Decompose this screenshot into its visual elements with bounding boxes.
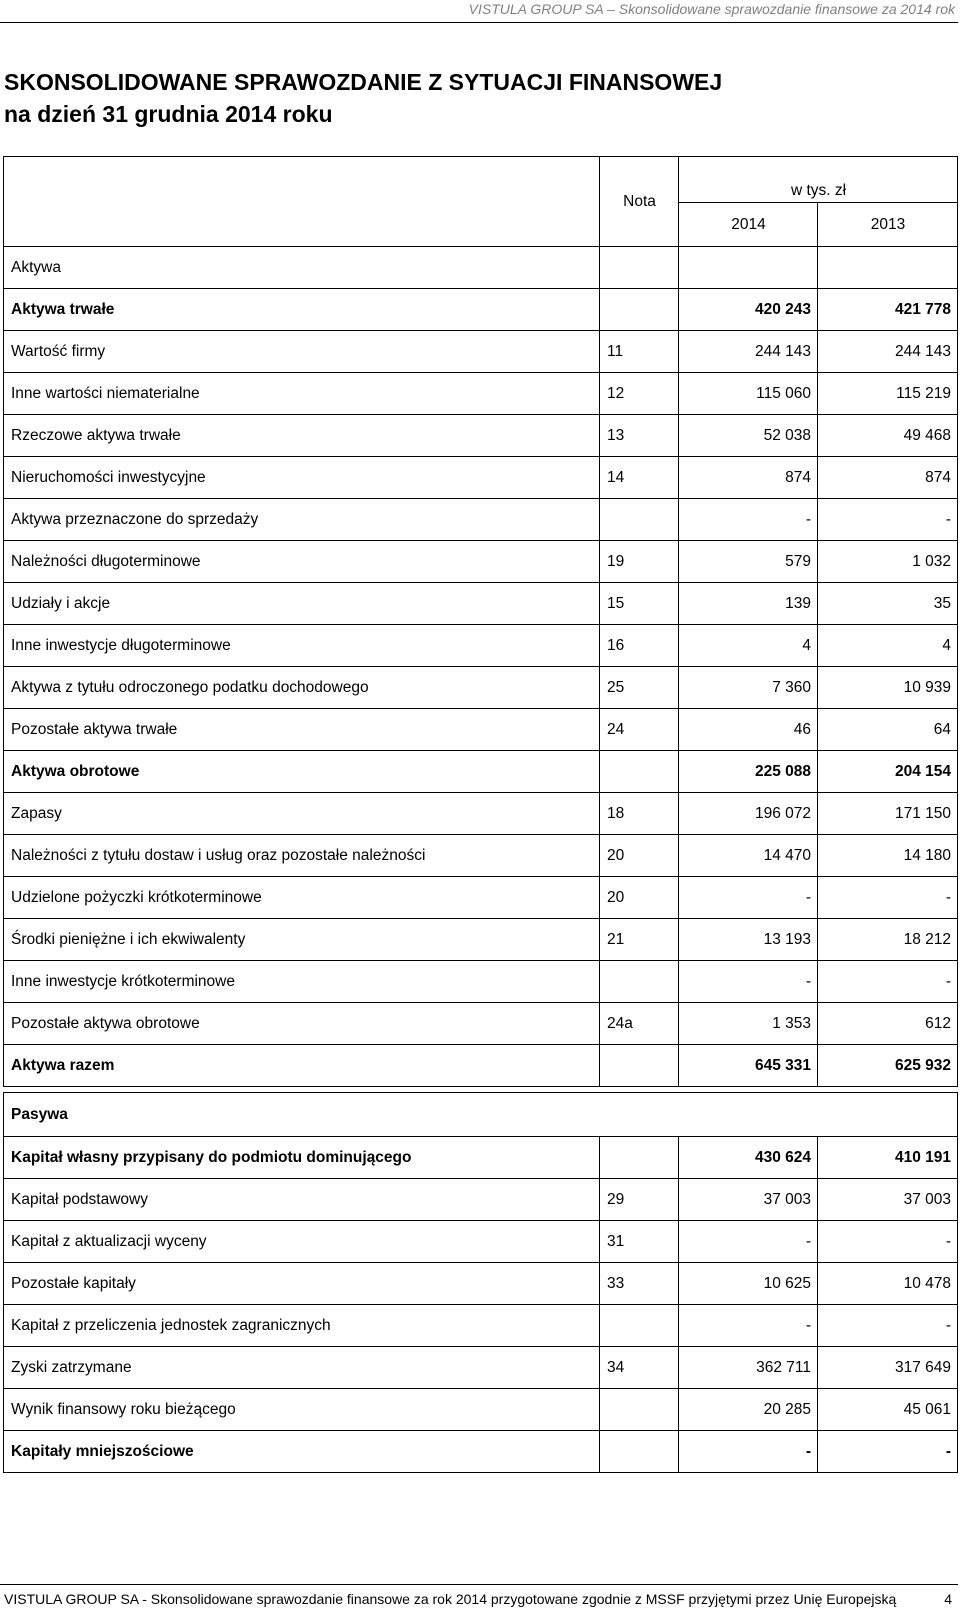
row-value-2014: - — [679, 1431, 818, 1473]
title-line-2: na dzień 31 grudnia 2014 roku — [4, 101, 333, 127]
header-nota: Nota — [600, 157, 679, 247]
row-value-2014: 244 143 — [679, 331, 818, 373]
row-value-2014: 20 285 — [679, 1389, 818, 1431]
table-row — [4, 1179, 958, 1221]
row-label: Inne inwestycje długoterminowe — [4, 625, 600, 667]
row-value-2014: - — [679, 1305, 818, 1347]
row-value-2014: 4 — [679, 625, 818, 667]
row-note — [600, 1389, 679, 1431]
row-value-2014: 362 711 — [679, 1347, 818, 1389]
table-row — [4, 835, 958, 877]
table-row — [4, 709, 958, 751]
row-note — [600, 247, 679, 289]
row-value-2014: 7 360 — [679, 667, 818, 709]
row-value-2014: 139 — [679, 583, 818, 625]
row-note: 20 — [600, 835, 679, 877]
page-number: 4 — [944, 1591, 952, 1607]
row-note: 19 — [600, 541, 679, 583]
row-note: 24a — [600, 1003, 679, 1045]
row-value-2013: - — [818, 1431, 958, 1473]
row-note — [600, 751, 679, 793]
row-value-2013: 4 — [818, 625, 958, 667]
table-row — [4, 751, 958, 793]
row-note: 18 — [600, 793, 679, 835]
row-value-2013: 10 478 — [818, 1263, 958, 1305]
table-row — [4, 919, 958, 961]
liabilities-section — [4, 1137, 958, 1473]
row-note: 13 — [600, 415, 679, 457]
row-label: Kapitał z aktualizacji wyceny — [4, 1221, 600, 1263]
row-value-2013: 14 180 — [818, 835, 958, 877]
title-line-1: SKONSOLIDOWANE SPRAWOZDANIE Z SYTUACJI FINANSOWEJ — [4, 69, 723, 95]
assets-section — [4, 247, 958, 1087]
table-row — [4, 793, 958, 835]
row-value-2013: 115 219 — [818, 373, 958, 415]
row-label: Zapasy — [4, 793, 600, 835]
row-label: Rzeczowe aktywa trwałe — [4, 415, 600, 457]
row-label: Aktywa trwałe — [4, 289, 600, 331]
row-value-2013: 35 — [818, 583, 958, 625]
row-value-2013: 18 212 — [818, 919, 958, 961]
row-label: Pozostałe kapitały — [4, 1263, 600, 1305]
pasywa-header-section — [4, 1093, 958, 1137]
row-value-2013: 171 150 — [818, 793, 958, 835]
row-value-2013: 421 778 — [818, 289, 958, 331]
row-label: Inne wartości niematerialne — [4, 373, 600, 415]
row-value-2013: 37 003 — [818, 1179, 958, 1221]
table-row — [4, 247, 958, 289]
row-note — [600, 289, 679, 331]
row-note: 20 — [600, 877, 679, 919]
row-label: Aktywa razem — [4, 1045, 600, 1087]
row-value-2014: 52 038 — [679, 415, 818, 457]
row-label: Wartość firmy — [4, 331, 600, 373]
row-value-2014: 874 — [679, 457, 818, 499]
row-note: 25 — [600, 667, 679, 709]
header-rule — [0, 22, 958, 23]
table-header — [4, 157, 958, 247]
row-value-2014: - — [679, 877, 818, 919]
row-label: Inne inwestycje krótkoterminowe — [4, 961, 600, 1003]
row-value-2013: 612 — [818, 1003, 958, 1045]
table-row — [4, 877, 958, 919]
row-label: Kapitały mniejszościowe — [4, 1431, 600, 1473]
table-row — [4, 1137, 958, 1179]
row-label: Udziały i akcje — [4, 583, 600, 625]
row-value-2013: - — [818, 877, 958, 919]
row-value-2014 — [679, 247, 818, 289]
row-label: Udzielone pożyczki krótkoterminowe — [4, 877, 600, 919]
table-row — [4, 1389, 958, 1431]
row-note: 29 — [600, 1179, 679, 1221]
row-value-2013: 10 939 — [818, 667, 958, 709]
table-row — [4, 373, 958, 415]
row-note: 21 — [600, 919, 679, 961]
table-row — [4, 1263, 958, 1305]
row-label: Aktywa z tytułu odroczonego podatku dochodowego — [4, 667, 600, 709]
row-value-2013: 410 191 — [818, 1137, 958, 1179]
row-value-2014: 196 072 — [679, 793, 818, 835]
row-note — [600, 499, 679, 541]
row-value-2013: 244 143 — [818, 331, 958, 373]
row-value-2014: - — [679, 499, 818, 541]
row-value-2014: 579 — [679, 541, 818, 583]
row-value-2014: - — [679, 1221, 818, 1263]
header-unit: w tys. zł — [679, 157, 958, 203]
row-label: Pozostałe aktywa obrotowe — [4, 1003, 600, 1045]
table-row — [4, 1045, 958, 1087]
table-row — [4, 331, 958, 373]
table-row — [4, 289, 958, 331]
row-label: Należności z tytułu dostaw i usług oraz pozostałe należności — [4, 835, 600, 877]
row-label: Kapitał z przeliczenia jednostek zagranicznych — [4, 1305, 600, 1347]
row-note: 14 — [600, 457, 679, 499]
table-row — [4, 1347, 958, 1389]
row-value-2013: 625 932 — [818, 1045, 958, 1087]
row-value-2013: 1 032 — [818, 541, 958, 583]
running-header: VISTULA GROUP SA – Skonsolidowane sprawozdanie finansowe za 2014 rok — [468, 1, 955, 17]
row-label: Zyski zatrzymane — [4, 1347, 600, 1389]
table-row — [4, 499, 958, 541]
row-value-2014: 46 — [679, 709, 818, 751]
footer-rule — [0, 1584, 958, 1585]
row-label: Nieruchomości inwestycyjne — [4, 457, 600, 499]
row-label: Aktywa obrotowe — [4, 751, 600, 793]
row-value-2014: 37 003 — [679, 1179, 818, 1221]
row-value-2013 — [818, 247, 958, 289]
row-value-2013: - — [818, 499, 958, 541]
row-label: Kapitał własny przypisany do podmiotu dominującego — [4, 1137, 600, 1179]
row-value-2014: 225 088 — [679, 751, 818, 793]
row-note: 16 — [600, 625, 679, 667]
row-label: Aktywa przeznaczone do sprzedaży — [4, 499, 600, 541]
row-note: 24 — [600, 709, 679, 751]
table-row — [4, 667, 958, 709]
row-value-2014: - — [679, 961, 818, 1003]
pasywa-label: Pasywa — [4, 1093, 958, 1137]
row-label: Należności długoterminowe — [4, 541, 600, 583]
row-value-2014: 430 624 — [679, 1137, 818, 1179]
table-row — [4, 961, 958, 1003]
header-year-2014: 2014 — [679, 203, 818, 247]
row-value-2014: 1 353 — [679, 1003, 818, 1045]
row-value-2013: 317 649 — [818, 1347, 958, 1389]
footer-text: VISTULA GROUP SA - Skonsolidowane sprawozdanie finansowe za rok 2014 przygotowane zgodnie z MSSF przyjętymi przez Unię Europejską — [4, 1591, 897, 1607]
page-footer — [4, 1590, 954, 1608]
row-note: 12 — [600, 373, 679, 415]
row-label: Aktywa — [4, 247, 600, 289]
row-value-2013: - — [818, 1305, 958, 1347]
row-value-2014: 420 243 — [679, 289, 818, 331]
row-value-2013: 874 — [818, 457, 958, 499]
row-value-2013: 64 — [818, 709, 958, 751]
table-row — [4, 625, 958, 667]
header-year-2013: 2013 — [818, 203, 958, 247]
row-value-2014: 14 470 — [679, 835, 818, 877]
row-value-2013: 45 061 — [818, 1389, 958, 1431]
row-note — [600, 961, 679, 1003]
row-value-2014: 645 331 — [679, 1045, 818, 1087]
row-value-2013: - — [818, 1221, 958, 1263]
table-row — [4, 1305, 958, 1347]
row-label: Środki pieniężne i ich ekwiwalenty — [4, 919, 600, 961]
table-row — [4, 583, 958, 625]
row-value-2013: 204 154 — [818, 751, 958, 793]
table-row — [4, 1431, 958, 1473]
row-note — [600, 1137, 679, 1179]
row-note: 33 — [600, 1263, 679, 1305]
row-note: 15 — [600, 583, 679, 625]
row-note — [600, 1305, 679, 1347]
table-row — [4, 1003, 958, 1045]
financial-position-table — [3, 156, 958, 1473]
header-blank-cell — [4, 157, 600, 247]
row-note: 34 — [600, 1347, 679, 1389]
row-value-2014: 13 193 — [679, 919, 818, 961]
row-note: 11 — [600, 331, 679, 373]
row-value-2013: - — [818, 961, 958, 1003]
table-row — [4, 457, 958, 499]
row-value-2014: 10 625 — [679, 1263, 818, 1305]
table-row — [4, 541, 958, 583]
table-row — [4, 415, 958, 457]
row-label: Wynik finansowy roku bieżącego — [4, 1389, 600, 1431]
page-title — [4, 66, 722, 130]
row-label: Kapitał podstawowy — [4, 1179, 600, 1221]
row-value-2013: 49 468 — [818, 415, 958, 457]
table-row — [4, 1221, 958, 1263]
row-note — [600, 1431, 679, 1473]
row-value-2014: 115 060 — [679, 373, 818, 415]
row-note — [600, 1045, 679, 1087]
row-note: 31 — [600, 1221, 679, 1263]
row-label: Pozostałe aktywa trwałe — [4, 709, 600, 751]
